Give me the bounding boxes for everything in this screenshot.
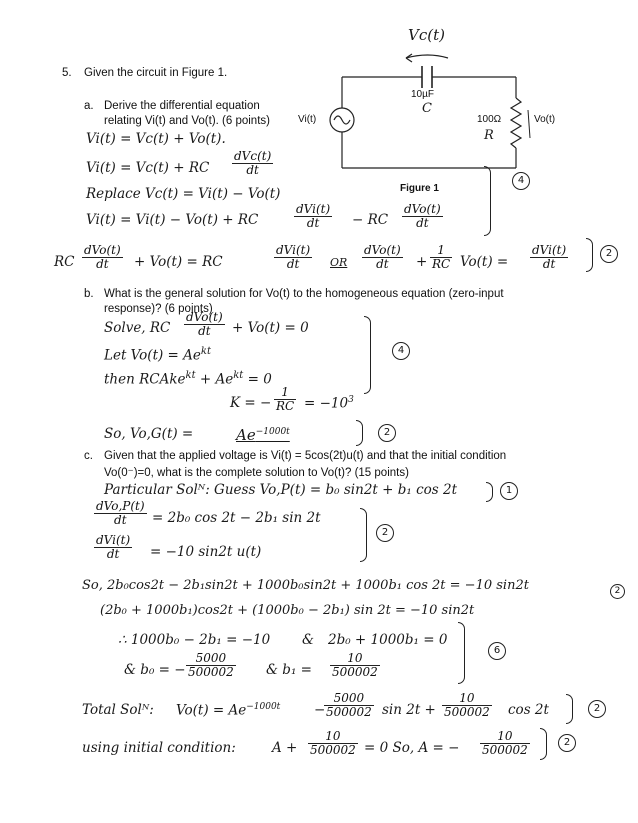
score-circle: 4 (512, 172, 530, 190)
part-a-question-line2: relating Vi(t) and Vo(t). (6 points) (104, 115, 270, 127)
part-c-line6c: 2b₀ + 1000b₁ = 0 (328, 632, 448, 648)
score-circle: 2 (376, 524, 394, 542)
part-c-line6-amp: & (302, 632, 315, 648)
part-c-line8-cos: cos 2t (508, 702, 549, 718)
part-c-line8 (176, 702, 280, 719)
brace (586, 238, 593, 272)
part-c-line3: = −10 sin2t u(t) (150, 544, 262, 560)
denominator: dt (198, 324, 211, 338)
sine-icon (334, 116, 350, 124)
score-circle: 1 (500, 482, 518, 500)
brace (458, 622, 465, 684)
numerator: dVo,P(t) (96, 499, 145, 513)
part-a-line5-mid: + Vo(t) = RC (134, 254, 223, 270)
capacitor-name: C (422, 101, 432, 116)
numerator: 10 (480, 730, 530, 744)
numerator: 5000 (186, 652, 236, 666)
denominator: dt (114, 513, 127, 527)
numerator: 10 (442, 692, 492, 706)
part-a-line5-plus: + (416, 254, 428, 270)
expression: = 0 (247, 371, 272, 388)
part-c-line9-a: A + (272, 740, 298, 756)
part-c-line6a: ∴ 1000b₀ − 2b₁ = −10 (118, 632, 271, 648)
problem-intro: Given the circuit in Figure 1. (84, 67, 228, 79)
part-a-line5-rc: RC (54, 254, 75, 270)
part-a-question-line1: Derive the differential equation (104, 100, 260, 112)
part-c-question-line2: Vo(0⁻)=0, what is the complete solution to Vo(t)? (15 points) (104, 467, 409, 479)
part-a-line4-fraction1 (294, 203, 332, 230)
part-c-line2-fraction (94, 500, 147, 527)
brace (540, 728, 547, 760)
part-c-line8-sin: sin 2t + (382, 702, 436, 718)
score-circle: 2 (600, 245, 618, 263)
expression: Let Vo(t) = Ae (104, 347, 201, 364)
expression: Ae (236, 426, 256, 444)
part-a-line2-fraction (232, 150, 273, 177)
numerator: dVc(t) (234, 149, 272, 163)
part-b-question-line2: response)? (6 points) (104, 303, 213, 315)
part-a-line3: Replace Vc(t) = Vi(t) − Vo(t) (86, 186, 281, 202)
denominator: dt (306, 216, 320, 230)
part-c-line8-fraction1 (324, 692, 374, 719)
part-b-line5: So, Vo,G(t) = (104, 426, 194, 442)
part-a-line4-fraction2 (402, 203, 443, 230)
expression: then RCAke (104, 371, 186, 388)
score-circle: 2 (378, 424, 396, 442)
part-c-line9-fraction1 (308, 730, 358, 757)
numerator: dVo(t) (364, 243, 401, 257)
part-c-line9-fraction2 (480, 730, 530, 757)
part-b-line3 (104, 370, 272, 388)
part-b-line1-fraction (184, 311, 225, 338)
part-b-letter: b. (84, 288, 94, 300)
part-b-line5-solution (236, 426, 290, 444)
score-circle: 2 (610, 584, 625, 599)
score-circle: 2 (588, 700, 606, 718)
part-b-line1: Solve, RC (104, 320, 171, 336)
denominator: 500002 (310, 743, 356, 757)
numerator: 5000 (324, 692, 374, 706)
part-a-line5-fraction2 (274, 244, 312, 271)
brace (364, 316, 371, 394)
brace (566, 694, 573, 724)
score-circle: 4 (392, 342, 410, 360)
brace (360, 508, 367, 562)
resistor (511, 98, 521, 148)
expression: Vo(t) = Ae (176, 702, 247, 719)
numerator: dVo(t) (186, 310, 223, 324)
part-c-line7-fraction2 (330, 652, 380, 679)
part-a-line1: Vi(t) = Vc(t) + Vo(t). (86, 131, 226, 147)
exponent: kt (200, 346, 211, 357)
denominator: 500002 (444, 705, 490, 719)
exponent: 3 (348, 395, 354, 405)
part-c-line3-fraction (94, 534, 132, 561)
part-a-line5-fraction1 (82, 244, 123, 271)
numerator: dVo(t) (404, 202, 441, 216)
denominator: RC (432, 257, 451, 271)
part-c-line7a: & b₀ = − (124, 662, 186, 678)
expression: = −10 (304, 395, 349, 412)
part-c-line2: = 2b₀ cos 2t − 2b₁ sin 2t (152, 510, 321, 526)
part-c-line8-minus: − (314, 702, 326, 718)
part-b-line1-end: + Vo(t) = 0 (232, 320, 309, 336)
numerator: dVi(t) (276, 243, 311, 257)
part-c-line1: Particular Solᴺ: Guess Vo,P(t) = b₀ sin2t + b₁ cos 2t (104, 482, 457, 498)
part-a-line5-vo: Vo(t) = (460, 254, 509, 270)
score-circle: 2 (558, 734, 576, 752)
denominator: 500002 (332, 665, 378, 679)
score-circle: 6 (488, 642, 506, 660)
numerator: 1 (274, 386, 296, 400)
exponent: −1000t (255, 427, 290, 437)
part-b-line4: K = − (230, 395, 272, 411)
part-b-line4-fraction (274, 386, 296, 413)
resistor-value: 100Ω (477, 114, 502, 125)
denominator: dt (286, 257, 300, 271)
exponent: kt (233, 370, 244, 381)
denominator: 500002 (482, 743, 528, 757)
part-a-line5-or: OR (330, 256, 348, 269)
part-a-letter: a. (84, 100, 94, 112)
part-a-line5-fraction5 (530, 244, 568, 271)
resistor-name: R (484, 128, 494, 143)
numerator: dVi(t) (296, 202, 331, 216)
part-a-line5-fraction4 (430, 244, 452, 271)
expression: + Ae (199, 371, 234, 388)
figure-caption: Figure 1 (400, 183, 439, 194)
denominator: dt (96, 257, 109, 271)
part-c-line9-mid: = 0 So, A = − (364, 740, 460, 756)
part-c-question-line1: Given that the applied voltage is Vi(t) = 5cos(2t)u(t) and that the initial condition (104, 450, 507, 462)
part-c-line7-fraction1 (186, 652, 236, 679)
part-c-line5: (2b₀ + 1000b₁)cos2t + (1000b₀ − 2b₁) sin 2t = −10 sin2t (100, 603, 475, 618)
problem-number: 5. (62, 67, 72, 79)
brace (484, 166, 491, 236)
part-c-line9-label: using initial condition: (82, 740, 236, 756)
part-c-line8-fraction2 (442, 692, 492, 719)
denominator: dt (246, 163, 259, 177)
part-c-line8-label: Total Solᴺ: (82, 702, 154, 718)
capacitor-value: 10µF (411, 89, 434, 100)
denominator: dt (416, 216, 429, 230)
part-b-line4-end (304, 395, 354, 412)
part-c-letter: c. (84, 450, 93, 462)
denominator: 500002 (326, 705, 372, 719)
denominator: dt (376, 257, 389, 271)
denominator: 500002 (188, 665, 234, 679)
denominator: dt (106, 547, 120, 561)
numerator: dVi(t) (532, 243, 567, 257)
denominator: dt (542, 257, 556, 271)
arrow-left-icon (406, 55, 448, 58)
numerator: 10 (308, 730, 358, 744)
part-b-question-line1: What is the general solution for Vo(t) to the homogeneous equation (zero-input (104, 288, 504, 300)
brace (356, 420, 363, 446)
part-c-line7b: & b₁ = (266, 662, 312, 678)
exponent: −1000t (246, 702, 281, 712)
part-a-line4: Vi(t) = Vi(t) − Vo(t) + RC (86, 212, 259, 228)
vo-label: Vo(t) (534, 114, 556, 125)
numerator: 10 (330, 652, 380, 666)
part-a-line2: Vi(t) = Vc(t) + RC (86, 160, 210, 176)
exponent: kt (185, 370, 196, 381)
vc-label: Vc(t) (408, 26, 445, 44)
part-c-line4: So, 2b₀cos2t − 2b₁sin2t + 1000b₀sin2t + 1000b₁ cos 2t = −10 sin2t (82, 578, 529, 593)
part-b-line2 (104, 346, 211, 364)
numerator: dVo(t) (84, 243, 121, 257)
vi-label: Vi(t) (298, 114, 317, 125)
part-a-line5-fraction3 (362, 244, 403, 271)
numerator: dVi(t) (96, 533, 131, 547)
denominator: RC (276, 399, 295, 413)
numerator: 1 (430, 244, 452, 258)
part-a-line4-minus: − RC (352, 212, 389, 228)
